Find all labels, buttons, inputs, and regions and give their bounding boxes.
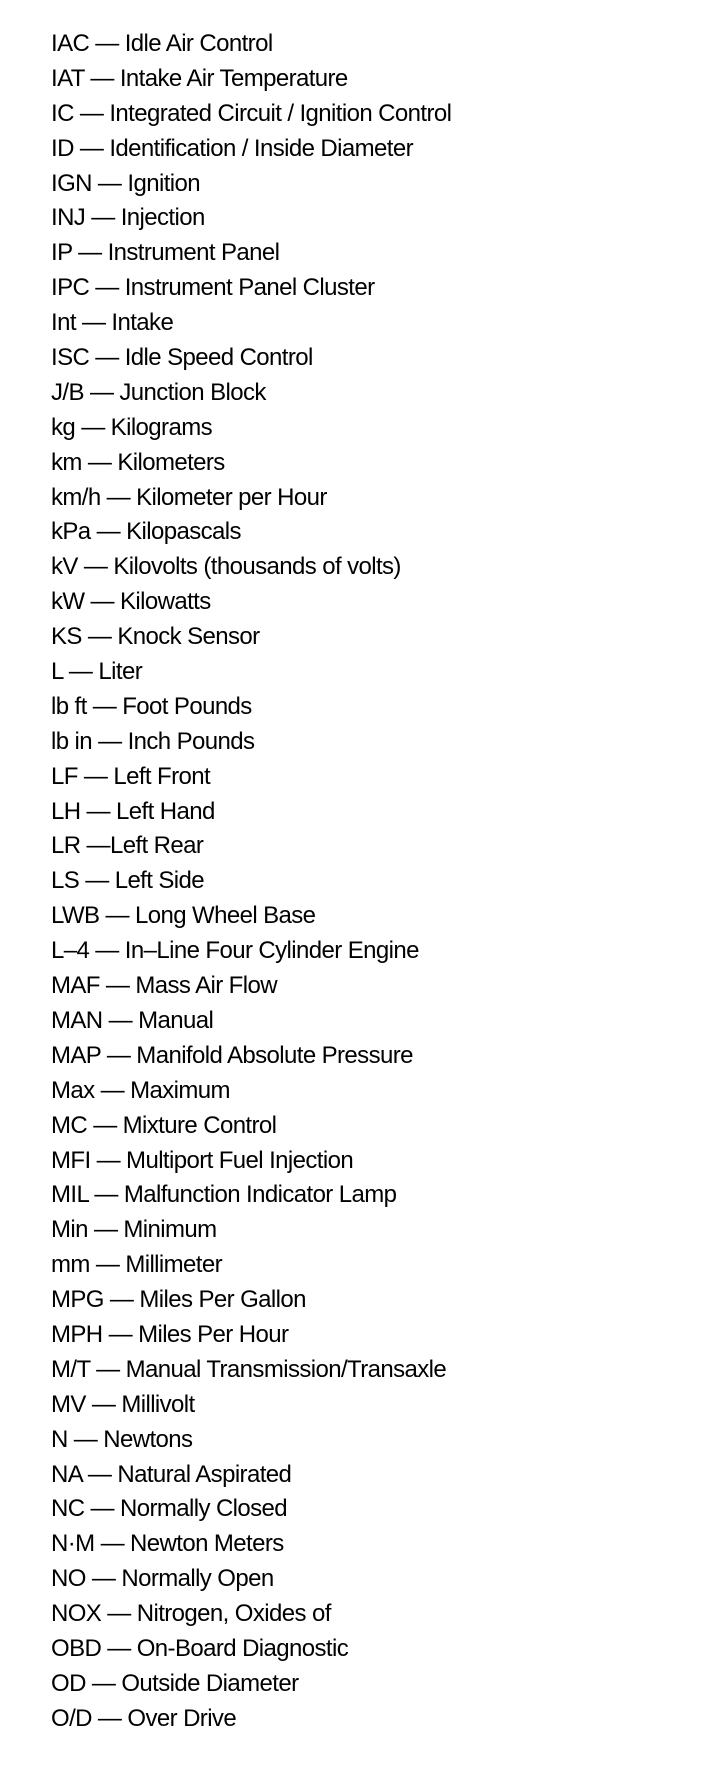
- abbreviation-entry: MIL — Malfunction Indicator Lamp: [51, 1181, 397, 1209]
- abbreviation-entry: IAC — Idle Air Control: [51, 30, 273, 57]
- abbreviation-entry: M/T — Manual Transmission/Transaxle: [51, 1355, 447, 1383]
- abbreviation-entry: MC — Mixture Control: [51, 1111, 277, 1139]
- abbreviation-entry: LS — Left Side: [51, 867, 205, 895]
- abbreviation-entry: MFI — Multiport Fuel Injection: [51, 1146, 354, 1174]
- abbreviation-entry: kW — Kilowatts: [51, 588, 211, 616]
- abbreviation-entry: Int — Intake: [51, 309, 174, 337]
- abbreviation-entry: L — Liter: [51, 658, 143, 686]
- abbreviation-entry: IGN — Ignition: [51, 169, 200, 197]
- abbreviation-entry: MAN — Manual: [51, 1006, 214, 1034]
- abbreviation-entry: N·M — Newton Meters: [51, 1530, 284, 1558]
- abbreviation-entry: MAF — Mass Air Flow: [51, 972, 277, 1000]
- abbreviation-entry: LF — Left Front: [51, 762, 211, 790]
- abbreviation-entry: MPG — Miles Per Gallon: [51, 1286, 306, 1314]
- abbreviation-entry: km — Kilometers: [51, 448, 225, 476]
- abbreviation-entry: IP — Instrument Panel: [51, 239, 280, 267]
- abbreviation-entry: KS — Knock Sensor: [51, 623, 260, 651]
- abbreviation-entry: NA — Natural Aspirated: [51, 1460, 292, 1488]
- abbreviation-entry: IAT — Intake Air Temperature: [51, 64, 348, 92]
- abbreviation-entry: ISC — Idle Speed Control: [51, 344, 313, 372]
- abbreviation-entry: O/D — Over Drive: [51, 1704, 237, 1732]
- abbreviation-entry: Min — Minimum: [51, 1216, 217, 1244]
- abbreviation-entry: ID — Identification / Inside Diameter: [51, 134, 413, 162]
- abbreviation-entry: MPH — Miles Per Hour: [51, 1320, 289, 1348]
- abbreviation-entry: MAP — Manifold Absolute Pressure: [51, 1041, 413, 1069]
- abbreviation-entry: kg — Kilograms: [51, 413, 212, 441]
- abbreviation-entry: LH — Left Hand: [51, 797, 215, 825]
- abbreviation-entry: NOX — Nitrogen, Oxides of: [51, 1600, 331, 1628]
- abbreviation-entry: NC — Normally Closed: [51, 1495, 288, 1523]
- abbreviation-entry: lb in — Inch Pounds: [51, 727, 255, 755]
- abbreviation-entry: L–4 — In–Line Four Cylinder Engine: [51, 937, 419, 965]
- abbreviation-entry: IC — Integrated Circuit / Ignition Control: [51, 99, 452, 127]
- abbreviation-list: [51, 27, 451, 1737]
- abbreviation-entry: MV — Millivolt: [51, 1390, 195, 1418]
- abbreviation-entry: LR —Left Rear: [51, 832, 204, 860]
- abbreviation-entry: kPa — Kilopascals: [51, 518, 241, 546]
- abbreviation-entry: Max — Maximum: [51, 1076, 230, 1104]
- abbreviation-entry: OD — Outside Diameter: [51, 1669, 299, 1697]
- abbreviation-entry: INJ — Injection: [51, 204, 205, 232]
- abbreviation-entry: J/B — Junction Block: [51, 378, 266, 406]
- abbreviation-entry: NO — Normally Open: [51, 1565, 274, 1593]
- abbreviation-entry: kV — Kilovolts (thousands of volts): [51, 553, 401, 581]
- abbreviation-entry: IPC — Instrument Panel Cluster: [51, 274, 375, 302]
- abbreviation-entry: N — Newtons: [51, 1425, 193, 1453]
- abbreviation-entry: LWB — Long Wheel Base: [51, 902, 316, 930]
- abbreviation-entry: lb ft — Foot Pounds: [51, 692, 252, 720]
- abbreviation-entry: mm — Millimeter: [51, 1251, 222, 1279]
- abbreviation-entry: km/h — Kilometer per Hour: [51, 483, 327, 511]
- abbreviation-entry: OBD — On-Board Diagnostic: [51, 1634, 349, 1662]
